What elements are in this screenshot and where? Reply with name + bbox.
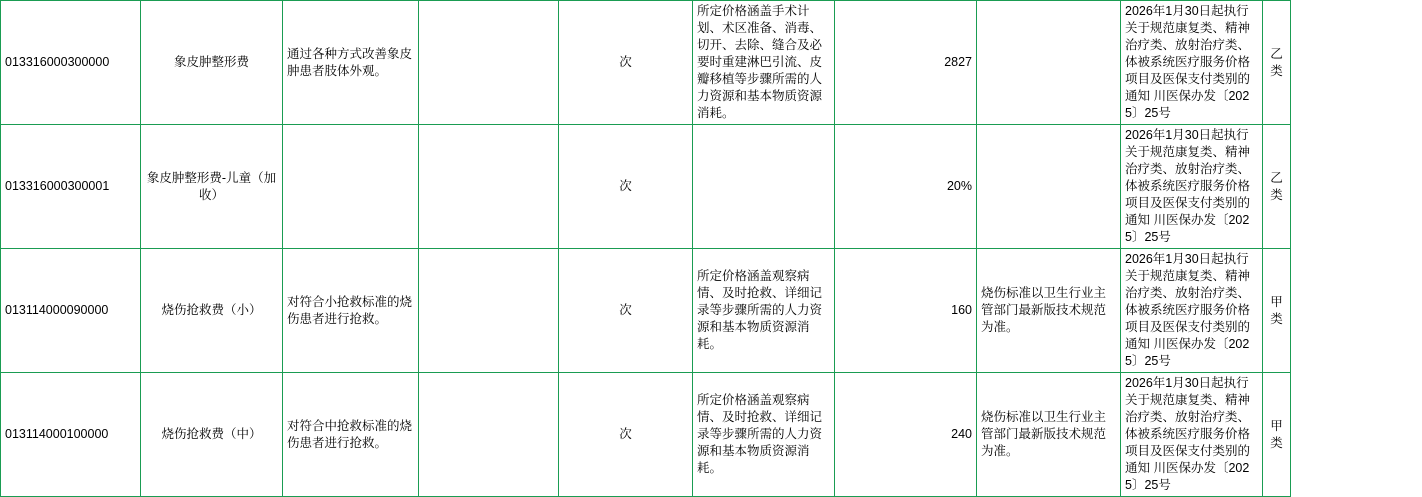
- cell-item-code: 013316000300000: [1, 1, 141, 125]
- cell-unit: 次: [559, 1, 693, 125]
- cell-item-name: 象皮肿整形费: [141, 1, 283, 125]
- cell-remark: [977, 125, 1121, 249]
- cell-item-code: 013316000300001: [1, 125, 141, 249]
- cell-policy: 2026年1月30日起执行关于规范康复类、精神治疗类、放射治疗类、体被系统医疗服务价格项目及医保支付类别的通知 川医保办发〔2025〕25号: [1121, 1, 1263, 125]
- cell-item-content: 对符合小抢救标准的烧伤患者进行抢救。: [283, 249, 419, 373]
- cell-category: 甲类: [1263, 373, 1291, 497]
- cell-policy: 2026年1月30日起执行关于规范康复类、精神治疗类、放射治疗类、体被系统医疗服务价格项目及医保支付类别的通知 川医保办发〔2025〕25号: [1121, 373, 1263, 497]
- cell-policy: 2026年1月30日起执行关于规范康复类、精神治疗类、放射治疗类、体被系统医疗服务价格项目及医保支付类别的通知 川医保办发〔2025〕25号: [1121, 249, 1263, 373]
- cell-item-content: [283, 125, 419, 249]
- cell-price: 240: [835, 373, 977, 497]
- cell-remark: [977, 1, 1121, 125]
- table-row[interactable]: [1, 1, 1291, 125]
- table-row[interactable]: [1, 125, 1291, 249]
- cell-category: 甲类: [1263, 249, 1291, 373]
- cell-unit: 次: [559, 125, 693, 249]
- cell-price: 20%: [835, 125, 977, 249]
- cell-item-name: 象皮肿整形费-儿童（加收）: [141, 125, 283, 249]
- cell-item-code: 013114000100000: [1, 373, 141, 497]
- cell-item-name: 烧伤抢救费（小）: [141, 249, 283, 373]
- table-row[interactable]: [1, 373, 1291, 497]
- cell-exclusions: [419, 373, 559, 497]
- cell-category: 乙类: [1263, 125, 1291, 249]
- cell-remark: 烧伤标准以卫生行业主管部门最新版技术规范为准。: [977, 373, 1121, 497]
- cell-category: 乙类: [1263, 1, 1291, 125]
- cell-exclusions: [419, 125, 559, 249]
- cell-item-content: 通过各种方式改善象皮肿患者肢体外观。: [283, 1, 419, 125]
- cell-unit: 次: [559, 249, 693, 373]
- cell-note: 所定价格涵盖观察病情、及时抢救、详细记录等步骤所需的人力资源和基本物质资源消耗。: [693, 373, 835, 497]
- cell-note: 所定价格涵盖观察病情、及时抢救、详细记录等步骤所需的人力资源和基本物质资源消耗。: [693, 249, 835, 373]
- cell-exclusions: [419, 249, 559, 373]
- cell-remark: 烧伤标准以卫生行业主管部门最新版技术规范为准。: [977, 249, 1121, 373]
- cell-exclusions: [419, 1, 559, 125]
- cell-note: [693, 125, 835, 249]
- cell-unit: 次: [559, 373, 693, 497]
- cell-item-code: 013114000090000: [1, 249, 141, 373]
- cell-item-name: 烧伤抢救费（中）: [141, 373, 283, 497]
- cell-price: 160: [835, 249, 977, 373]
- cell-item-content: 对符合中抢救标准的烧伤患者进行抢救。: [283, 373, 419, 497]
- cell-note: 所定价格涵盖手术计划、术区准备、消毒、切开、去除、缝合及必要时重建淋巴引流、皮瓣移植等步骤所需的人力资源和基本物质资源消耗。: [693, 1, 835, 125]
- cell-price: 2827: [835, 1, 977, 125]
- cell-policy: 2026年1月30日起执行关于规范康复类、精神治疗类、放射治疗类、体被系统医疗服务价格项目及医保支付类别的通知 川医保办发〔2025〕25号: [1121, 125, 1263, 249]
- table-row[interactable]: [1, 249, 1291, 373]
